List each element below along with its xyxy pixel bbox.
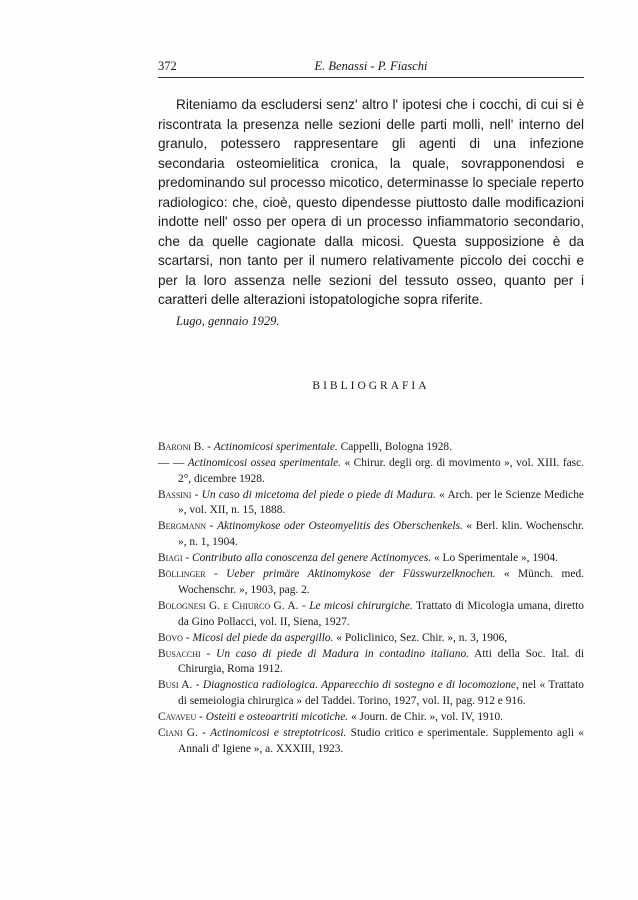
reference-details: « Policlinico, Sez. Chir. », n. 3, 1906, (333, 631, 508, 644)
reference-details: Studio critico e sperimentale. Supplemento agli « Annali d' Igiene », a. XXXIII, 1923. (178, 727, 584, 755)
reference-title: Le micosi chirurgiche. (309, 599, 413, 612)
reference-author: Biagi (158, 552, 183, 565)
reference-author: Bolognesi G. e Chiurco G. A. (158, 599, 299, 612)
reference-details: Cappelli, Bologna 1928. (337, 441, 452, 453)
reference-title: Un caso di micetoma del piede o piede di Madura. (201, 488, 436, 501)
reference-author: Baroni B. (158, 441, 205, 453)
reference-details: « Berl. klin. Wochenschr. », n. 1, 1904. (178, 520, 584, 549)
reference-details: Atti della Soc. Ital. di Chirurgia, Roma 1912. (178, 647, 584, 676)
reference-item: Baroni B. - Actinomicosi sperimentale. Cappelli, Bologna 1928. (158, 441, 452, 453)
reference-author: Bovo (158, 631, 183, 644)
reference-item: Bolognesi G. e Chiurco G. A. - Le micosi chirurgiche. Trattato di Micologia umana, diretto da Gino Pollacci, vol. II, Siena, 1927. (158, 599, 585, 628)
reference-item: Bergmann - Aktinomykose oder Osteomyelitis des Oberschenkels. « Berl. klin. Wochenschr. », n. 1, 1904. (158, 520, 584, 549)
place-date: Lugo, gennaio 1929. (176, 314, 280, 328)
reference-title: Actinomicosi sperimentale. (213, 441, 338, 453)
reference-item: Bovo - Micosi del piede da aspergillo. « Policlinico, Sez. Chir. », n. 3, 1906, (158, 631, 508, 644)
reference-author: — — (158, 457, 185, 470)
reference-title: Aktinomykose oder Osteomyelitis des Oberschenkels. (217, 520, 463, 533)
reference-item: Busacchi - Un caso di piede di Madura in contadino italiano. Atti della Soc. Ital. di Chirurgia, Roma 1912. (158, 647, 584, 676)
reference-author: Busi A. (158, 679, 193, 692)
reference-details: « Lo Sperimentale », 1904. (431, 552, 558, 565)
reference-item: Cavaveu - Osteiti e osteoartriti micotiche. « Journ. de Chir. », vol. IV, 1910. (158, 711, 503, 724)
reference-details: nel « Trattato di semeiologia chirurgica » del Taddei. Torino, 1927, vol. II, pag. 912 e 916. (178, 679, 584, 707)
running-title: E. Benassi - P. Fiaschi (314, 59, 428, 73)
reference-title: Micosi del piede da aspergillo. (192, 631, 334, 644)
reference-title: Ueber primäre Aktinomykose der Füsswurzelknochen. (226, 568, 496, 581)
reference-author: Busacchi (158, 647, 201, 660)
reference-details: « Chirur. degli org. di movimento », vol. XIII. fasc. 2°, dicembre 1928. (178, 457, 585, 485)
reference-item: Bassini - Un caso di micetoma del piede o piede di Madura. « Arch. per le Scienze Mediche », vol. XII, n. 15, 1888. (158, 488, 584, 517)
reference-item: Busi A. - Diagnostica radiologica. Apparecchio di sostegno e di locomozione, nel « Trattato di semeiologia chirurgica » del Taddei. Torino, 1927, vol. II, pag. 912 e 916. (158, 679, 584, 707)
reference-title: Osteiti e osteoartriti micotiche. (205, 711, 349, 724)
reference-item: Böllinger - Ueber primäre Aktinomykose der Füsswurzelknochen. « Münch. med. Wochenschr. », 1903, pag. 2. (158, 568, 584, 596)
reference-details: « Journ. de Chir. », vol. IV, 1910. (348, 711, 503, 724)
bibliography-list (158, 440, 584, 758)
reference-author: Bergmann (158, 520, 207, 533)
running-header (158, 59, 584, 78)
reference-details: Trattato di Micologia umana, diretto da Gino Pollacci, vol. II, Siena, 1927. (178, 599, 585, 628)
reference-details: « Arch. per le Scienze Mediche », vol. XII, n. 15, 1888. (178, 488, 584, 517)
reference-title: Actinomicosi e streptotricosi. (210, 727, 347, 740)
reference-item: Biagi - Contributo alla conoscenza del genere Actinomyces. « Lo Sperimentale », 1904. (158, 552, 558, 565)
page-number: 372 (158, 59, 177, 73)
reference-title: Contributo alla conoscenza del genere Actinomyces. (191, 552, 432, 565)
reference-author: Böllinger (158, 568, 206, 581)
body-paragraph: Riteniamo da escludersi senz' altro l' ipotesi che i cocchi, di cui si è riscontrata la presenza nelle sezioni delle parti molli, nell' interno del granulo, potessero rappresentare gli agenti di una infezione secondaria osteomielitica cronica, la quale, sovrapponendosi e predominando sul processo micotico, determinasse lo speciale reperto radiologico: che, cioè, questo dipendesse piuttosto dalle modificazioni indotte nell' osso per opera di un processo infiammatorio secondario, che da quelle cagionate dalla micosi. Questa supposizione è da scartarsi, non tanto per il numero relativamente piccolo dei cocchi e per la loro assenza nelle sezioni del tessuto osseo, quanto per i caratteri delle alterazioni istopatologiche sopra riferite. (158, 97, 584, 307)
reference-author: Ciani G. (158, 727, 198, 740)
bibliography-title: BIBLIOGRAFIA (312, 380, 430, 392)
reference-title: Actinomicosi ossea sperimentale. (187, 457, 342, 470)
reference-title: Diagnostica radiologica. Apparecchio di sostegno e di locomozione, (202, 679, 519, 692)
reference-details: « Münch. med. Wochenschr. », 1903, pag. 2. (178, 568, 584, 596)
reference-title: Un caso di piede di Madura in contadino italiano. (216, 647, 469, 660)
reference-item: Ciani G. - Actinomicosi e streptotricosi. Studio critico e sperimentale. Supplemento agli « Annali d' Igiene », a. XXXIII, 1923. (158, 727, 584, 755)
reference-author: Bassini (158, 488, 192, 501)
reference-author: Cavaveu (158, 711, 197, 724)
reference-item (158, 456, 584, 487)
